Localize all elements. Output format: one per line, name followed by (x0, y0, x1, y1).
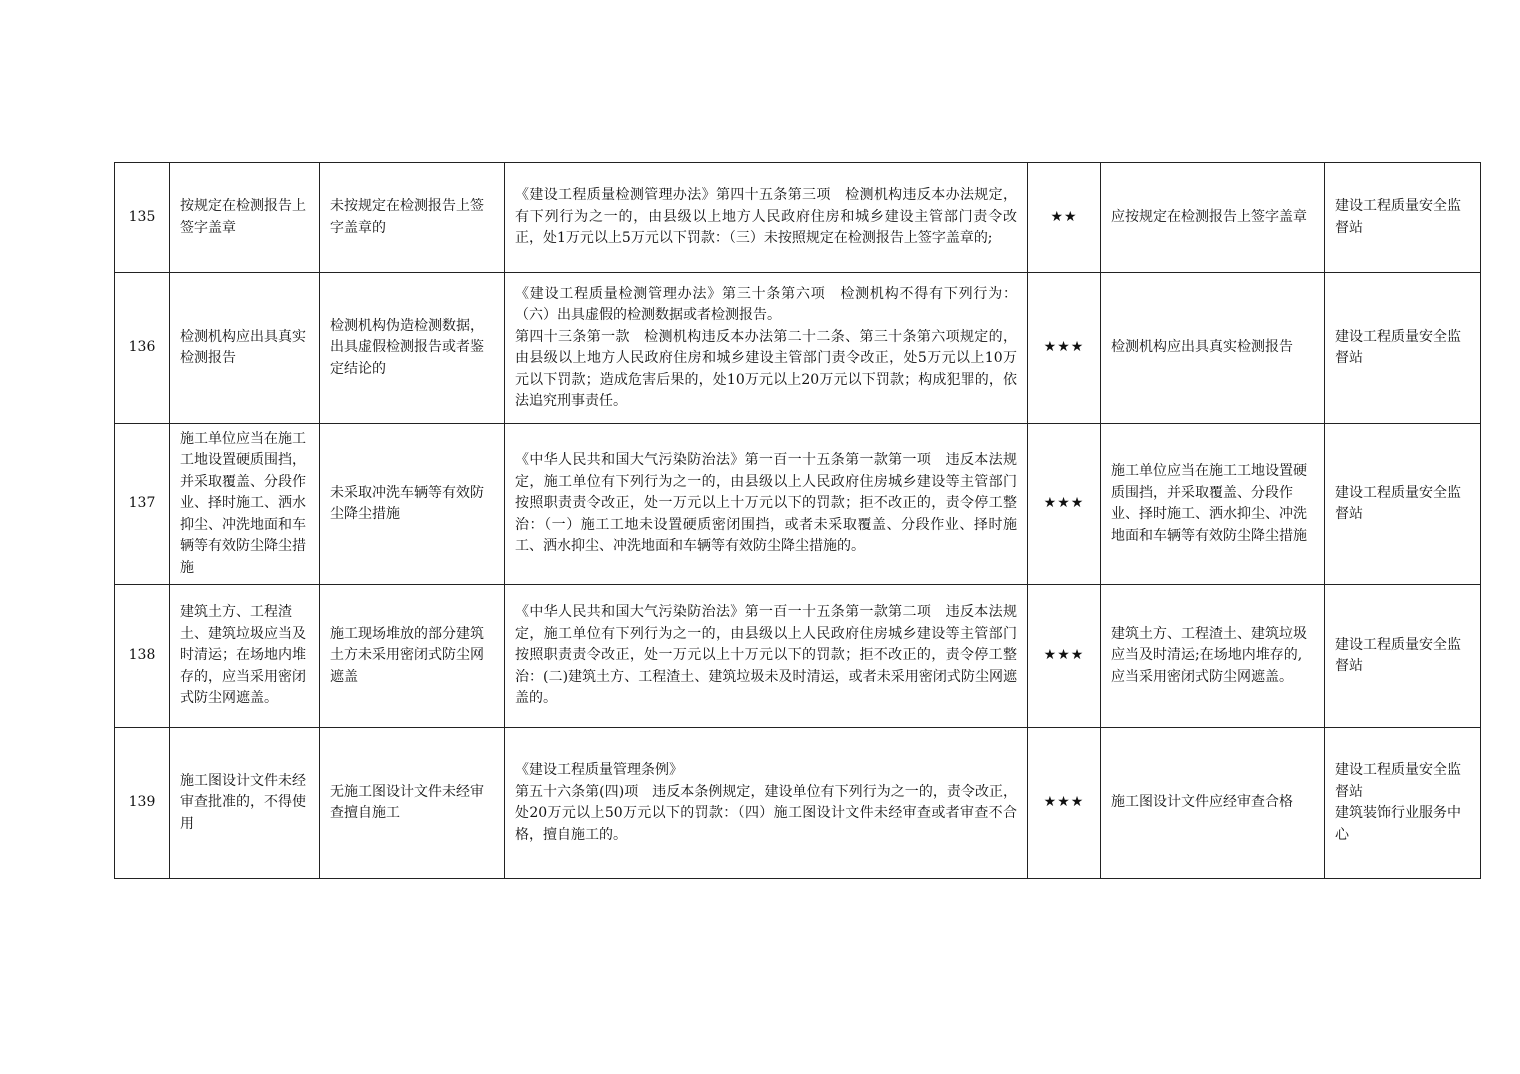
violation-description: 无施工图设计文件未经审查擅自施工 (320, 728, 505, 879)
compliance-standard: 应按规定在检测报告上签字盖章 (1101, 163, 1325, 273)
inspection-item: 按规定在检测报告上签字盖章 (170, 163, 320, 273)
row-number: 136 (115, 273, 170, 424)
compliance-standard: 建筑土方、工程渣土、建筑垃圾应当及时清运;在场地内堆存的,应当采用密闭式防尘网遮盖。 (1101, 585, 1325, 728)
risk-level-stars: ★★★ (1028, 424, 1101, 585)
legal-basis (505, 163, 1028, 273)
compliance-standard: 施工单位应当在施工工地设置硬质围挡，并采取覆盖、分段作业、择时施工、洒水抑尘、冲洗地面和车辆等有效防尘降尘措施 (1101, 424, 1325, 585)
compliance-standard: 检测机构应出具真实检测报告 (1101, 273, 1325, 424)
legal-basis-paragraph: 《中华人民共和国大气污染防治法》第一百一十五条第一款第一项 违反本法规定，施工单位有下列行为之一的，由县级以上人民政府住房城乡建设等主管部门按照职责责令改正，处一万元以上十万元以下的罚款；拒不改正的，责令停工整治：（一）施工工地未设置硬质密闭围挡，或者未采取覆盖、分段作业、择时施工、洒水抑尘、冲洗地面和车辆等有效防尘降尘措施的。 (515, 452, 1017, 555)
row-number: 137 (115, 424, 170, 585)
responsible-department (1325, 728, 1481, 879)
compliance-standard: 施工图设计文件应经审查合格 (1101, 728, 1325, 879)
table-row (115, 728, 1481, 879)
row-number: 138 (115, 585, 170, 728)
department-name: 建筑装饰行业服务中心 (1335, 805, 1461, 843)
table-row (115, 273, 1481, 424)
inspection-item: 建筑土方、工程渣土、建筑垃圾应当及时清运；在场地内堆存的，应当采用密闭式防尘网遮盖。 (170, 585, 320, 728)
table-row (115, 585, 1481, 728)
department-name: 建设工程质量安全监督站 (1335, 198, 1461, 236)
violation-description: 未按规定在检测报告上签字盖章的 (320, 163, 505, 273)
risk-level-stars: ★★★ (1028, 273, 1101, 424)
legal-basis-paragraph: 《建设工程质量检测管理办法》第四十五条第三项 检测机构违反本办法规定，有下列行为之一的，由县级以上地方人民政府住房和城乡建设主管部门责令改正，处1万元以上5万元以下罚款：（三）未按照规定在检测报告上签字盖章的; (515, 187, 1017, 247)
legal-basis (505, 424, 1028, 585)
risk-level-stars: ★★★ (1028, 585, 1101, 728)
department-name: 建设工程质量安全监督站 (1335, 328, 1461, 366)
violation-description: 未采取冲洗车辆等有效防尘降尘措施 (320, 424, 505, 585)
responsible-department (1325, 273, 1481, 424)
inspection-item: 施工单位应当在施工工地设置硬质围挡，并采取覆盖、分段作业、择时施工、洒水抑尘、冲洗地面和车辆等有效防尘降尘措施 (170, 424, 320, 585)
legal-basis-paragraph: 第四十三条第一款 检测机构违反本办法第二十二条、第三十条第六项规定的，由县级以上地方人民政府住房和城乡建设主管部门责令改正，处5万元以上10万元以下罚款；造成危害后果的，处10万元以上20万元以下罚款；构成犯罪的，依法追究刑事责任。 (515, 328, 1017, 409)
responsible-department (1325, 424, 1481, 585)
risk-level-stars: ★★ (1028, 163, 1101, 273)
inspection-item: 施工图设计文件未经审查批准的，不得使用 (170, 728, 320, 879)
inspection-item: 检测机构应出具真实检测报告 (170, 273, 320, 424)
violation-description: 检测机构伪造检测数据，出具虚假检测报告或者鉴定结论的 (320, 273, 505, 424)
department-name: 建设工程质量安全监督站 (1335, 636, 1461, 674)
legal-basis-paragraph: 《中华人民共和国大气污染防治法》第一百一十五条第一款第二项 违反本法规定，施工单位有下列行为之一的，由县级以上人民政府住房城乡建设等主管部门按照职责责令改正，处一万元以上十万元以下的罚款；拒不改正的，责令停工整治：(二)建筑土方、工程渣土、建筑垃圾未及时清运，或者未采用密闭式防尘网遮盖的。 (515, 604, 1017, 707)
responsible-department (1325, 585, 1481, 728)
legal-basis-paragraph: 《建设工程质量管理条例》 (515, 762, 683, 778)
row-number: 135 (115, 163, 170, 273)
department-name: 建设工程质量安全监督站 (1335, 484, 1461, 522)
legal-basis (505, 728, 1028, 879)
violation-description: 施工现场堆放的部分建筑土方未采用密闭式防尘网遮盖 (320, 585, 505, 728)
department-name: 建设工程质量安全监督站 (1335, 762, 1461, 800)
row-number: 139 (115, 728, 170, 879)
table-row (115, 163, 1481, 273)
legal-basis (505, 585, 1028, 728)
responsible-department (1325, 163, 1481, 273)
regulation-table (114, 162, 1481, 879)
legal-basis (505, 273, 1028, 424)
table-row (115, 424, 1481, 585)
legal-basis-paragraph: 第五十六条第(四)项 违反本条例规定，建设单位有下列行为之一的，责令改正，处20万元以上50万元以下的罚款：（四）施工图设计文件未经审查或者审查不合格，擅自施工的。 (515, 783, 1017, 843)
legal-basis-paragraph: 《建设工程质量检测管理办法》第三十条第六项 检测机构不得有下列行为：（六）出具虚假的检测数据或者检测报告。 (515, 285, 1017, 323)
risk-level-stars: ★★★ (1028, 728, 1101, 879)
